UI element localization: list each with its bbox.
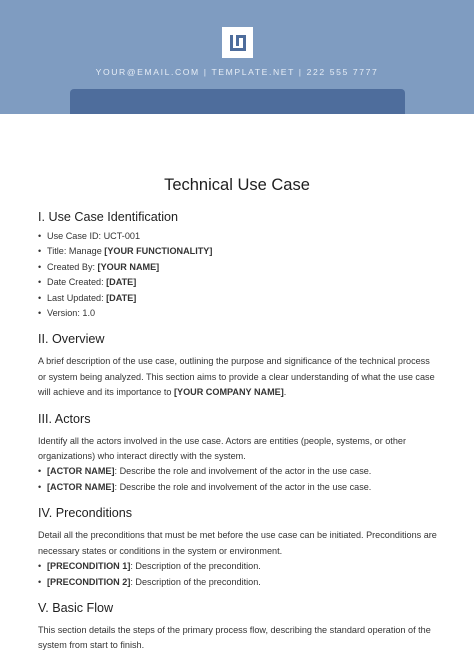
section-basic-flow bbox=[38, 599, 438, 654]
identification-list bbox=[38, 229, 438, 321]
section-identification bbox=[38, 208, 438, 321]
document-title: Technical Use Case bbox=[164, 176, 310, 194]
actors-list bbox=[38, 464, 438, 495]
header-band bbox=[0, 0, 474, 114]
section-actors bbox=[38, 410, 438, 496]
section-heading: II. Overview bbox=[38, 332, 105, 347]
basic-flow-text: This section details the steps of the primary process flow, describing the standard operation of the system from start to finish. bbox=[38, 624, 431, 651]
section-heading: I. Use Case Identification bbox=[38, 210, 179, 224]
list-item: • Last Updated: [DATE] bbox=[38, 291, 438, 306]
list-item: • [ACTOR NAME]: Describe the role and involvement of the actor in the use case. bbox=[38, 480, 438, 495]
section-heading: V. Basic Flow bbox=[38, 600, 114, 615]
list-item: • Use Case ID: UCT-001 bbox=[38, 229, 438, 244]
list-item: • [PRECONDITION 2]: Description of the precondition. bbox=[38, 575, 438, 590]
contact-line: YOUR@EMAIL.COM | TEMPLATE.NET | 222 555 7777 bbox=[95, 67, 379, 77]
overview-text: A brief description of the use case, outlining the purpose and significance of the technical process or system being analyzed. This section aims to provide a clear understanding of what the use case will achieve and its importance to [YOUR COMPANY NAME]. bbox=[38, 356, 435, 398]
preconditions-text: Detail all the preconditions that must be met before the use case can be initiated. Preconditions are necessary states or conditions in the system or environment. bbox=[38, 530, 437, 556]
list-item: • [ACTOR NAME]: Describe the role and involvement of the actor in the use case. bbox=[38, 464, 438, 479]
document-body bbox=[38, 208, 438, 654]
section-preconditions bbox=[38, 504, 438, 590]
list-item: • Title: Manage [YOUR FUNCTIONALITY] bbox=[38, 244, 438, 259]
list-item: • Version: 1.0 bbox=[38, 306, 438, 321]
logo-icon bbox=[222, 27, 253, 58]
actors-text: Identify all the actors involved in the use case. Actors are entities (people, systems, or other organizations) who interact directly with the system. bbox=[38, 435, 406, 462]
section-overview bbox=[38, 330, 438, 400]
preconditions-list bbox=[38, 559, 438, 590]
list-item: • [PRECONDITION 1]: Description of the precondition. bbox=[38, 559, 438, 574]
header-tab bbox=[70, 89, 405, 114]
list-item: • Created By: [YOUR NAME] bbox=[38, 260, 438, 275]
section-heading: IV. Preconditions bbox=[38, 506, 133, 521]
section-heading: III. Actors bbox=[38, 411, 91, 426]
list-item: • Date Created: [DATE] bbox=[38, 275, 438, 290]
